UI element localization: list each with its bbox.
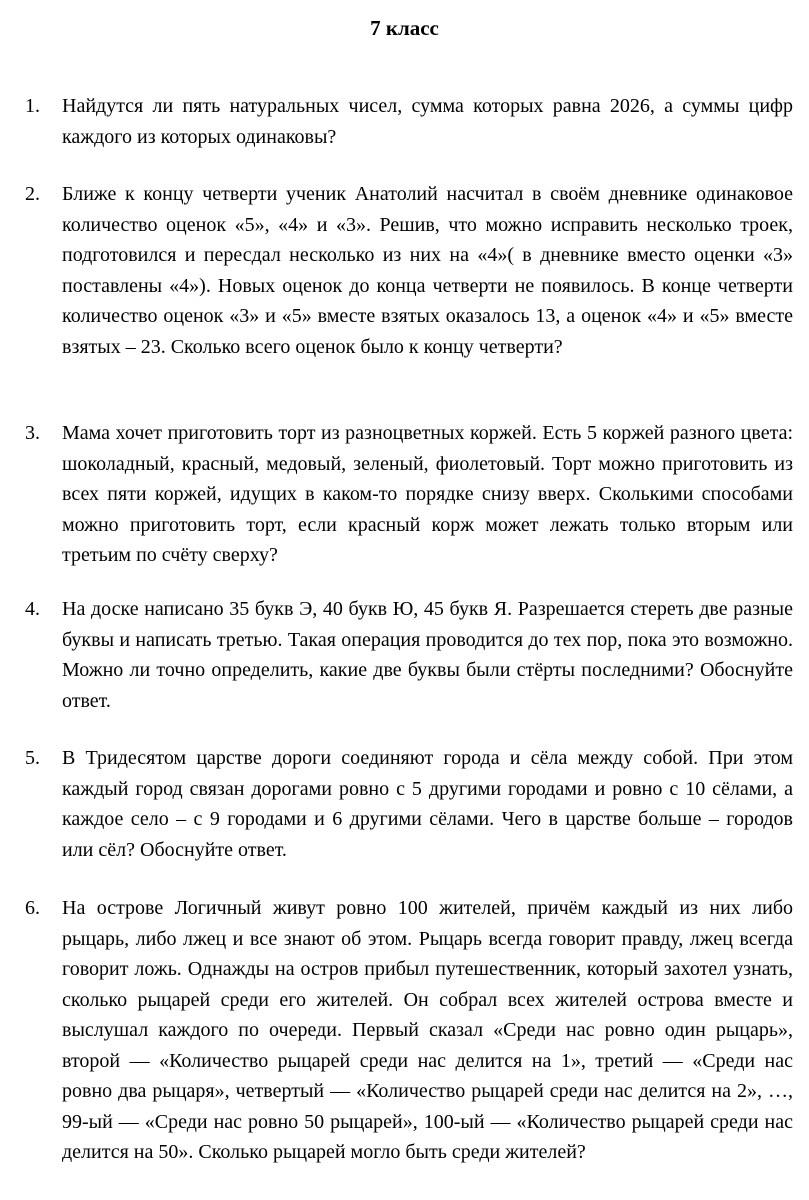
problem-3	[25, 418, 793, 571]
problem-text: На доске написано 35 букв Э, 40 букв Ю, 45 букв Я. Разрешается стереть две разные буквы и написать третью. Такая операция проводится до тех пор, пока это возможно. Можно ли точно определить, какие две буквы были стёрты последними? Обоснуйте ответ.	[62, 598, 793, 712]
problem-text: Найдутся ли пять натуральных чисел, сумма которых равна 2026, а суммы цифр каждого из которых одинаковы?	[62, 95, 793, 148]
problem-4	[25, 594, 793, 716]
problem-number: 6.	[25, 897, 40, 919]
problem-number: 5.	[25, 747, 40, 769]
problem-number: 4.	[25, 598, 40, 620]
page-title: 7 класс	[370, 16, 439, 40]
problem-text: Мама хочет приготовить торт из разноцветных коржей. Есть 5 коржей разного цвета: шоколадный, красный, медовый, зеленый, фиолетовый. Торт можно приготовить из всех пяти коржей, идущих в каком-то порядке снизу вверх. Сколькими способами можно приготовить торт, если красный корж может лежать только вторым или третьим по счёту сверху?	[62, 422, 793, 566]
problem-1	[25, 91, 793, 152]
problem-number: 2.	[25, 183, 40, 205]
problem-text: В Тридесятом царстве дороги соединяют города и сёла между собой. При этом каждый город связан дорогами ровно с 5 другими городами и ровно с 10 сёлами, а каждое село – с 9 городами и 6 другими сёлами. Чего в царстве больше – городов или сёл? Обоснуйте ответ.	[62, 747, 793, 861]
problem-number: 1.	[25, 95, 40, 117]
problem-text: Ближе к концу четверти ученик Анатолий насчитал в своём дневнике одинаковое количество оценок «5», «4» и «3». Решив, что можно исправить несколько троек, подготовился и пересдал несколько из них на «4»( в дневнике вместо оценки «3» поставлены «4»). Новых оценок до конца четверти не появилось. В конце четверти количество оценок «3» и «5» вместе взятых оказалось 13, а оценок «4» и «5» вместе взятых – 23. Сколько всего оценок было к концу четверти?	[62, 183, 793, 358]
problem-number: 3.	[25, 422, 40, 444]
problem-2	[25, 179, 793, 362]
problem-5	[25, 743, 793, 865]
problem-6	[25, 893, 793, 1168]
problem-text: На острове Логичный живут ровно 100 жителей, причём каждый из них либо рыцарь, либо лжец и все знают об этом. Рыцарь всегда говорит правду, лжец всегда говорит ложь. Однажды на остров прибыл путешественник, который захотел узнать, сколько рыцарей среди его жителей. Он собрал всех жителей острова вместе и выслушал каждого по очереди. Первый сказал «Среди нас ровно один рыцарь», второй — «Количество рыцарей среди нас делится на 1», третий — «Среди нас ровно два рыцаря», четвертый — «Количество рыцарей среди нас делится на 2», …, 99-ый — «Среди нас ровно 50 рыцарей», 100-ый — «Количество рыцарей среди нас делится на 50». Сколько рыцарей могло быть среди жителей?	[62, 897, 793, 1163]
